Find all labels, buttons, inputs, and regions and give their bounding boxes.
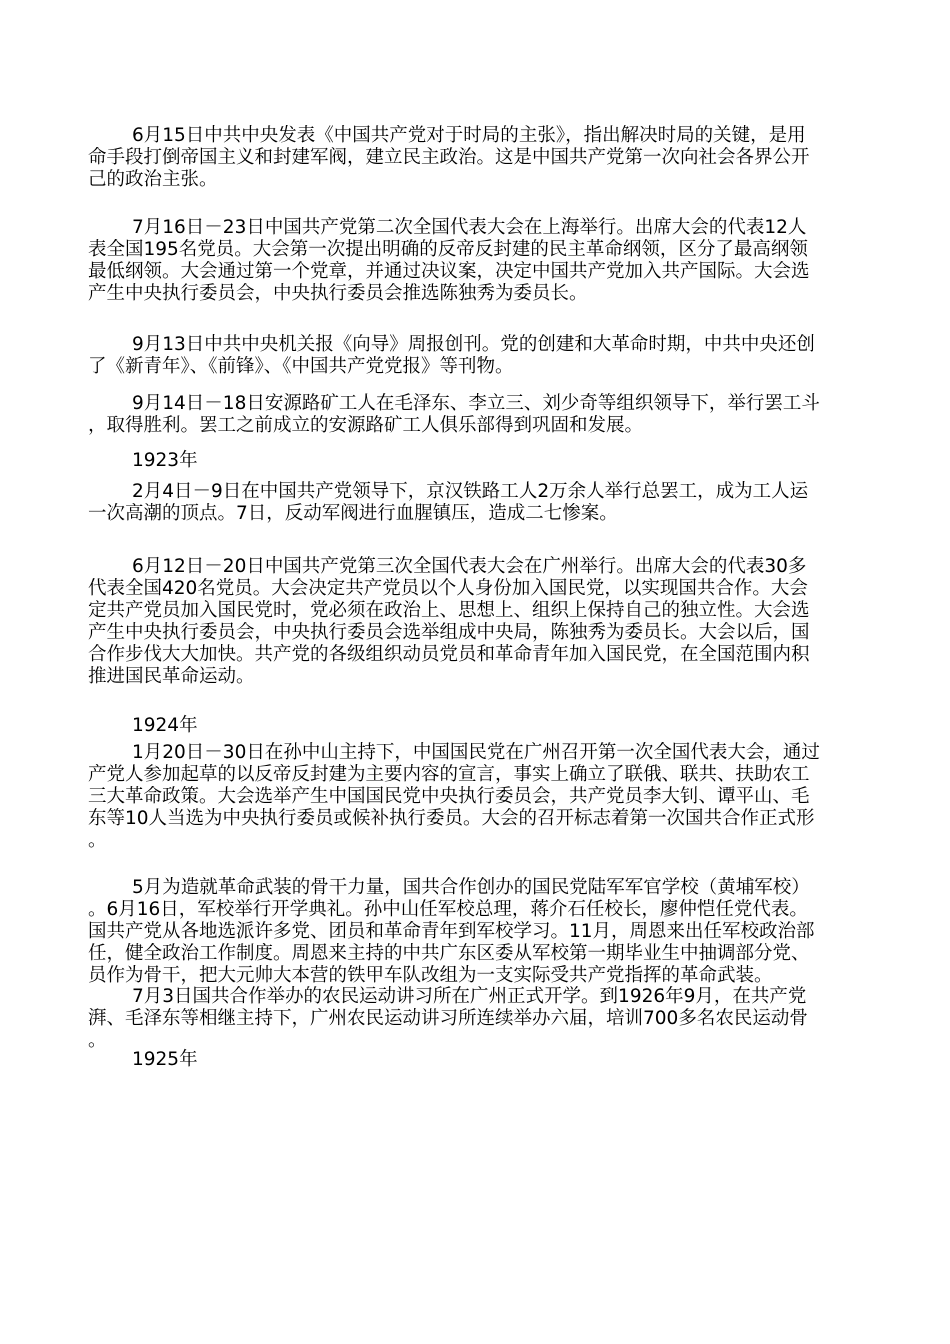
paragraph-third-congress — [88, 556, 950, 688]
text-line: 6月15日中共中央发表《中国共产党对于时局的主张》，指出解决时局的关键，是用 — [132, 125, 806, 146]
text-line: 命手段打倒帝国主义和封建军阀，建立民主政治。这是中国共产党第一次向社会各界公开 — [88, 147, 810, 168]
text-line: 员作为骨干，把大元帅大本营的铁甲车队改组为一支实际受共产党指挥的革命武装。 — [88, 965, 773, 986]
text-line: 6月12日－20日中国共产党第三次全国代表大会在广州举行。出席大会的代表30多 — [132, 556, 807, 577]
text-line: 7月3日国共合作举办的农民运动讲习所在广州正式开学。到1926年9月，在共产党 — [132, 986, 807, 1007]
text-line: ，取得胜利。罢工之前成立的安源路矿工人俱乐部得到巩固和发展。 — [88, 415, 644, 436]
paragraph-second-congress — [88, 217, 950, 305]
text-line: 。6月16日，军校举行开学典礼。孙中山任军校总理，蒋介石任校长，廖仲恺任党代表。 — [88, 899, 808, 920]
paragraph-whampoa — [88, 877, 950, 987]
paragraph-peasant-institute — [88, 986, 950, 1052]
text-line: 己的政治主张。 — [88, 169, 218, 190]
paragraph-guide-weekly — [88, 334, 950, 378]
text-line: 。 — [88, 830, 107, 851]
year-heading-1924: 1924年 — [132, 715, 198, 736]
text-line: 任，健全政治工作制度。周恩来主持的中共广东区委从军校第一期毕业生中抽调部分党、 — [88, 943, 810, 964]
year-heading-1925: 1925年 — [132, 1049, 198, 1070]
year-heading-1923: 1923年 — [132, 450, 198, 471]
text-line: 代表全国420名党员。大会决定共产党员以个人身份加入国民党，以实现国共合作。大会 — [88, 578, 808, 599]
text-line: 了《新青年》、《前锋》、《中国共产党党报》等刊物。 — [88, 356, 514, 377]
text-line: 1月20日－30日在孙中山主持下，中国国民党在广州召开第一次全国代表大会，通过 — [132, 742, 820, 763]
text-line: 推进国民革命运动。 — [88, 666, 255, 687]
paragraph-jinghan-strike — [88, 481, 950, 525]
paragraph-anyuan-strike — [88, 393, 950, 437]
text-line: 5月为造就革命武装的骨干力量，国共合作创办的国民党陆军军官学校（黄埔军校） — [132, 877, 810, 898]
text-line: 产生中央执行委员会，中央执行委员会选举组成中央局，陈独秀为委员长。大会以后，国 — [88, 622, 810, 643]
paragraph-jun15-1922 — [88, 125, 950, 191]
text-line: 东等10人当选为中央执行委员或候补执行委员。大会的召开标志着第一次国共合作正式形 — [88, 808, 815, 829]
text-line: 湃、毛泽东等相继主持下，广州农民运动讲习所连续举办六届，培训700多名农民运动骨 — [88, 1008, 808, 1029]
text-line: 2月4日－9日在中国共产党领导下，京汉铁路工人2万余人举行总罢工，成为工人运 — [132, 481, 809, 502]
text-line: 产生中央执行委员会，中央执行委员会推选陈独秀为委员长。 — [88, 283, 588, 304]
text-line: 定共产党员加入国民党时，党必须在政治上、思想上、组织上保持自己的独立性。大会选 — [88, 600, 810, 621]
text-line: 产党人参加起草的以反帝反封建为主要内容的宣言，事实上确立了联俄、联共、扶助农工 — [88, 764, 810, 785]
text-line: 。 — [88, 1030, 107, 1051]
text-line: 一次高潮的顶点。7日，反动军阀进行血腥镇压，造成二七惨案。 — [88, 503, 618, 524]
text-line: 国共产党从各地选派许多党、团员和革命青年到军校学习。11月，周恩来出任军校政治部 — [88, 921, 815, 942]
text-line: 9月14日－18日安源路矿工人在毛泽东、李立三、刘少奇等组织领导下，举行罢工斗 — [132, 393, 820, 414]
paragraph-kmt-first-congress — [88, 742, 950, 852]
text-line: 最低纲领。大会通过第一个党章，并通过决议案，决定中国共产党加入共产国际。大会选 — [88, 261, 810, 282]
text-line: 9月13日中共中央机关报《向导》周报创刊。党的创建和大革命时期，中共中央还创 — [132, 334, 815, 355]
text-line: 合作步伐大大加快。共产党的各级组织动员党员和革命青年加入国民党，在全国范围内积 — [88, 644, 810, 665]
text-line: 表全国195名党员。大会第一次提出明确的反帝反封建的民主革命纲领，区分了最高纲领 — [88, 239, 808, 260]
text-line: 三大革命政策。大会选举产生中国国民党中央执行委员会，共产党员李大钊、谭平山、毛 — [88, 786, 810, 807]
text-line: 7月16日－23日中国共产党第二次全国代表大会在上海举行。出席大会的代表12人 — [132, 217, 807, 238]
